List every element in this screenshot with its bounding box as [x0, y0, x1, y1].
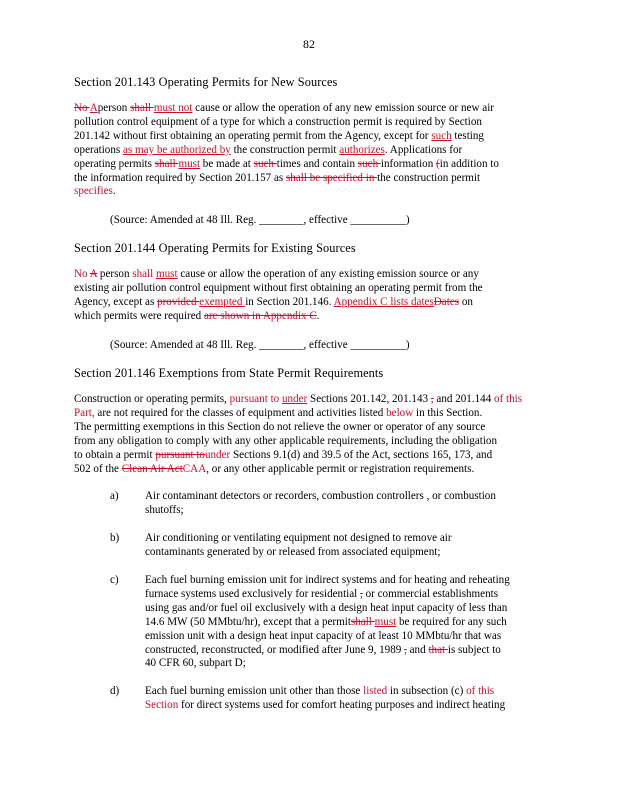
- section-201-143-source: (Source: Amended at 48 Ill. Reg. ________, effective __________): [110, 214, 410, 226]
- section-201-144-source: (Source: Amended at 48 Ill. Reg. ________, effective __________): [110, 339, 410, 351]
- page-number: 82: [303, 37, 315, 51]
- section-201-143-body: No Aperson shall must not cause or allow the operation of any new emission source or new air pollution control equipment of a type for which a construction permit is required by Section 201.142 without first obtaining an operating permit from the Agency, except for such testing operations as may be authorized by the construction permit authorizes. Applications for operating permits shall must be made at such times and contain such information (in addition to the information required by Section 201.157 as shall be specified in the construction permit specifies.: [74, 102, 499, 198]
- section-201-146-body: Construction or operating permits, pursuant to under Sections 201.142, 201.143 , and 201.144 of this Part, are not required for the classes of equipment and activities listed below in this Section. The permitting exemptions in this Section do not relieve the owner or operator of any source from any obligation to comply with any other applicable requirements, including the obligation to obtain a permit pursuant tounder Sections 9.1(d) and 39.5 of the Act, sections 165, 173, and 502 of the Clean Air ActCAA, or any other applicable permit or registration requirements.: [74, 393, 523, 475]
- section-201-144-heading: Section 201.144 Operating Permits for Existing Sources: [74, 241, 356, 255]
- section-201-144-body: No A person shall must cause or allow the operation of any existing emission source or any existing air pollution control equipment without first obtaining an operating permit from the Agency, except as provided exempted in Section 201.146. Appendix C lists datesDates on which permits were required are shown in Appendix C.: [74, 268, 483, 322]
- section-201-143-heading: Section 201.143 Operating Permits for New Sources: [74, 75, 338, 89]
- section-201-146-heading: Section 201.146 Exemptions from State Permit Requirements: [74, 366, 384, 380]
